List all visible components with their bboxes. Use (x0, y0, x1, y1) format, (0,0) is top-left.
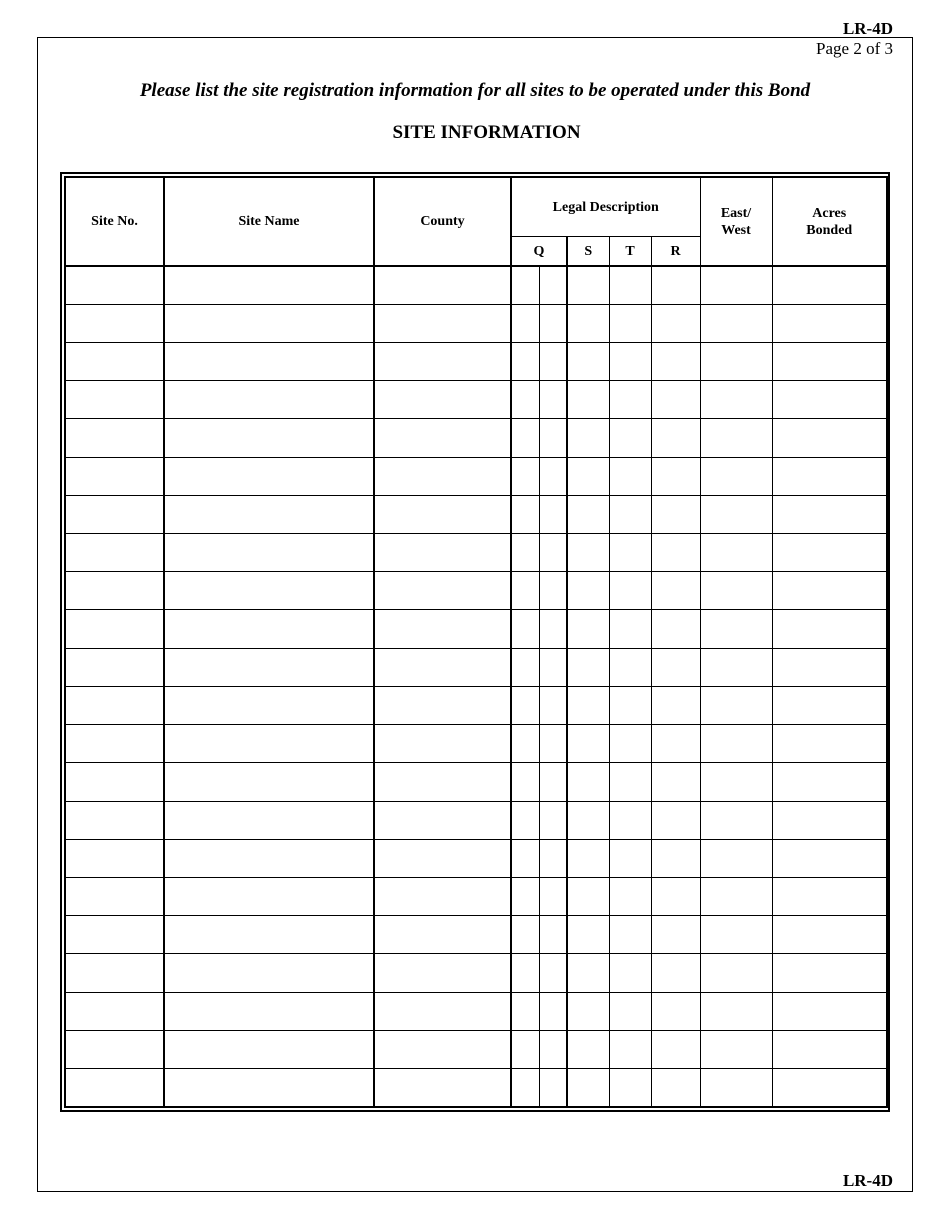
q2-cell[interactable] (539, 342, 567, 380)
acres-cell[interactable] (772, 419, 887, 457)
site-no-cell[interactable] (65, 419, 164, 457)
table-row (65, 381, 887, 419)
s-cell[interactable] (567, 419, 609, 457)
acres-cell[interactable] (772, 801, 887, 839)
q1-cell[interactable] (511, 763, 539, 801)
q2-cell[interactable] (539, 916, 567, 954)
acres-cell[interactable] (772, 763, 887, 801)
acres-cell[interactable] (772, 495, 887, 533)
east-west-cell[interactable] (700, 725, 772, 763)
east-west-cell[interactable] (700, 342, 772, 380)
county-cell[interactable] (374, 763, 511, 801)
acres-cell[interactable] (772, 992, 887, 1030)
site-name-cell[interactable] (164, 725, 374, 763)
east-west-cell[interactable] (700, 266, 772, 304)
q1-cell[interactable] (511, 419, 539, 457)
site-no-cell[interactable] (65, 304, 164, 342)
q2-cell[interactable] (539, 381, 567, 419)
county-cell[interactable] (374, 381, 511, 419)
site-name-cell[interactable] (164, 916, 374, 954)
s-cell[interactable] (567, 495, 609, 533)
acres-cell[interactable] (772, 648, 887, 686)
q1-cell[interactable] (511, 648, 539, 686)
q2-cell[interactable] (539, 610, 567, 648)
county-cell[interactable] (374, 916, 511, 954)
header-r: R (651, 237, 700, 267)
header-t: T (609, 237, 651, 267)
acres-cell[interactable] (772, 839, 887, 877)
site-name-cell[interactable] (164, 610, 374, 648)
site-no-cell[interactable] (65, 610, 164, 648)
q2-cell[interactable] (539, 648, 567, 686)
acres-cell[interactable] (772, 1030, 887, 1068)
site-rows (65, 266, 887, 1107)
site-no-cell[interactable] (65, 266, 164, 304)
site-name-cell[interactable] (164, 801, 374, 839)
county-cell[interactable] (374, 342, 511, 380)
header-site-no: Site No. (65, 177, 164, 266)
q1-cell[interactable] (511, 992, 539, 1030)
site-no-cell[interactable] (65, 381, 164, 419)
site-no-cell[interactable] (65, 916, 164, 954)
county-cell[interactable] (374, 954, 511, 992)
site-name-cell[interactable] (164, 954, 374, 992)
site-no-cell[interactable] (65, 572, 164, 610)
r-cell[interactable] (651, 304, 700, 342)
t-cell[interactable] (609, 839, 651, 877)
s-cell[interactable] (567, 992, 609, 1030)
r-cell[interactable] (651, 1030, 700, 1068)
s-cell[interactable] (567, 686, 609, 724)
q2-cell[interactable] (539, 839, 567, 877)
site-name-cell[interactable] (164, 457, 374, 495)
table-row (65, 419, 887, 457)
q2-cell[interactable] (539, 1069, 567, 1107)
q2-cell[interactable] (539, 495, 567, 533)
east-west-cell[interactable] (700, 381, 772, 419)
table-row (65, 342, 887, 380)
table-row (65, 304, 887, 342)
site-name-cell[interactable] (164, 381, 374, 419)
acres-cell[interactable] (772, 381, 887, 419)
site-no-cell[interactable] (65, 534, 164, 572)
site-name-cell[interactable] (164, 1030, 374, 1068)
form-code-top: LR-4D (842, 19, 893, 38)
county-cell[interactable] (374, 801, 511, 839)
q2-cell[interactable] (539, 992, 567, 1030)
q2-cell[interactable] (539, 266, 567, 304)
site-no-cell[interactable] (65, 457, 164, 495)
q1-cell[interactable] (511, 954, 539, 992)
east-west-cell[interactable] (700, 878, 772, 916)
county-cell[interactable] (374, 457, 511, 495)
t-cell[interactable] (609, 457, 651, 495)
county-cell[interactable] (374, 304, 511, 342)
t-cell[interactable] (609, 266, 651, 304)
q1-cell[interactable] (511, 1069, 539, 1107)
county-cell[interactable] (374, 725, 511, 763)
t-cell[interactable] (609, 534, 651, 572)
r-cell[interactable] (651, 916, 700, 954)
acres-cell[interactable] (772, 457, 887, 495)
county-cell[interactable] (374, 534, 511, 572)
table-row (65, 686, 887, 724)
t-cell[interactable] (609, 419, 651, 457)
east-west-cell[interactable] (700, 610, 772, 648)
site-name-cell[interactable] (164, 342, 374, 380)
s-cell[interactable] (567, 916, 609, 954)
table-row (65, 954, 887, 992)
site-name-cell[interactable] (164, 763, 374, 801)
acres-cell[interactable] (772, 266, 887, 304)
q1-cell[interactable] (511, 916, 539, 954)
site-no-cell[interactable] (65, 1069, 164, 1107)
acres-cell[interactable] (772, 686, 887, 724)
header-east-west-line1: East/ (720, 205, 752, 221)
s-cell[interactable] (567, 1030, 609, 1068)
site-name-cell[interactable] (164, 686, 374, 724)
site-no-cell[interactable] (65, 725, 164, 763)
table-row (65, 1069, 887, 1107)
r-cell[interactable] (651, 763, 700, 801)
site-no-cell[interactable] (65, 992, 164, 1030)
t-cell[interactable] (609, 725, 651, 763)
table-row (65, 610, 887, 648)
s-cell[interactable] (567, 381, 609, 419)
q2-cell[interactable] (539, 1030, 567, 1068)
r-cell[interactable] (651, 534, 700, 572)
east-west-cell[interactable] (700, 648, 772, 686)
site-information-table (64, 176, 888, 1108)
acres-cell[interactable] (772, 1069, 887, 1107)
s-cell[interactable] (567, 266, 609, 304)
county-cell[interactable] (374, 992, 511, 1030)
table-row (65, 725, 887, 763)
site-name-cell[interactable] (164, 648, 374, 686)
site-name-cell[interactable] (164, 992, 374, 1030)
r-cell[interactable] (651, 954, 700, 992)
s-cell[interactable] (567, 725, 609, 763)
t-cell[interactable] (609, 342, 651, 380)
county-cell[interactable] (374, 1069, 511, 1107)
t-cell[interactable] (609, 992, 651, 1030)
q1-cell[interactable] (511, 801, 539, 839)
county-cell[interactable] (374, 839, 511, 877)
site-name-cell[interactable] (164, 878, 374, 916)
east-west-cell[interactable] (700, 534, 772, 572)
acres-cell[interactable] (772, 572, 887, 610)
east-west-cell[interactable] (700, 992, 772, 1030)
q1-cell[interactable] (511, 304, 539, 342)
s-cell[interactable] (567, 839, 609, 877)
q1-cell[interactable] (511, 725, 539, 763)
header-legal-description: Legal Description (511, 177, 700, 237)
site-name-cell[interactable] (164, 266, 374, 304)
q2-cell[interactable] (539, 572, 567, 610)
s-cell[interactable] (567, 878, 609, 916)
header-east-west (700, 177, 772, 266)
q2-cell[interactable] (539, 419, 567, 457)
county-cell[interactable] (374, 878, 511, 916)
table-row (65, 495, 887, 533)
r-cell[interactable] (651, 725, 700, 763)
r-cell[interactable] (651, 1069, 700, 1107)
county-cell[interactable] (374, 419, 511, 457)
table-row (65, 266, 887, 304)
r-cell[interactable] (651, 457, 700, 495)
q2-cell[interactable] (539, 801, 567, 839)
table-row (65, 572, 887, 610)
site-no-cell[interactable] (65, 342, 164, 380)
s-cell[interactable] (567, 304, 609, 342)
county-cell[interactable] (374, 495, 511, 533)
q1-cell[interactable] (511, 495, 539, 533)
q1-cell[interactable] (511, 534, 539, 572)
header-acres-bonded (772, 177, 887, 266)
s-cell[interactable] (567, 801, 609, 839)
county-cell[interactable] (374, 648, 511, 686)
header-site-name: Site Name (164, 177, 374, 266)
q2-cell[interactable] (539, 534, 567, 572)
t-cell[interactable] (609, 648, 651, 686)
site-name-cell[interactable] (164, 572, 374, 610)
q2-cell[interactable] (539, 686, 567, 724)
r-cell[interactable] (651, 495, 700, 533)
site-no-cell[interactable] (65, 878, 164, 916)
t-cell[interactable] (609, 381, 651, 419)
county-cell[interactable] (374, 266, 511, 304)
site-name-cell[interactable] (164, 534, 374, 572)
acres-cell[interactable] (772, 878, 887, 916)
r-cell[interactable] (651, 266, 700, 304)
r-cell[interactable] (651, 610, 700, 648)
county-cell[interactable] (374, 572, 511, 610)
site-no-cell[interactable] (65, 954, 164, 992)
east-west-cell[interactable] (700, 304, 772, 342)
s-cell[interactable] (567, 534, 609, 572)
site-no-cell[interactable] (65, 839, 164, 877)
s-cell[interactable] (567, 342, 609, 380)
site-name-cell[interactable] (164, 1069, 374, 1107)
east-west-cell[interactable] (700, 954, 772, 992)
east-west-cell[interactable] (700, 839, 772, 877)
t-cell[interactable] (609, 1069, 651, 1107)
site-no-cell[interactable] (65, 763, 164, 801)
q1-cell[interactable] (511, 266, 539, 304)
table-row (65, 1030, 887, 1068)
header-east-west-line2: West (721, 222, 751, 238)
s-cell[interactable] (567, 954, 609, 992)
site-no-cell[interactable] (65, 648, 164, 686)
q1-cell[interactable] (511, 1030, 539, 1068)
acres-cell[interactable] (772, 954, 887, 992)
header-s: S (567, 237, 609, 267)
table-row (65, 801, 887, 839)
r-cell[interactable] (651, 992, 700, 1030)
q1-cell[interactable] (511, 610, 539, 648)
s-cell[interactable] (567, 610, 609, 648)
acres-cell[interactable] (772, 610, 887, 648)
t-cell[interactable] (609, 763, 651, 801)
t-cell[interactable] (609, 686, 651, 724)
q1-cell[interactable] (511, 381, 539, 419)
q1-cell[interactable] (511, 342, 539, 380)
r-cell[interactable] (651, 572, 700, 610)
r-cell[interactable] (651, 648, 700, 686)
q2-cell[interactable] (539, 878, 567, 916)
county-cell[interactable] (374, 686, 511, 724)
s-cell[interactable] (567, 572, 609, 610)
t-cell[interactable] (609, 954, 651, 992)
east-west-cell[interactable] (700, 686, 772, 724)
east-west-cell[interactable] (700, 572, 772, 610)
q1-cell[interactable] (511, 686, 539, 724)
t-cell[interactable] (609, 495, 651, 533)
site-name-cell[interactable] (164, 304, 374, 342)
t-cell[interactable] (609, 572, 651, 610)
site-no-cell[interactable] (65, 801, 164, 839)
q1-cell[interactable] (511, 457, 539, 495)
q2-cell[interactable] (539, 304, 567, 342)
table-row (65, 878, 887, 916)
east-west-cell[interactable] (700, 1069, 772, 1107)
header-county: County (374, 177, 511, 266)
table-row (65, 534, 887, 572)
site-name-cell[interactable] (164, 839, 374, 877)
table-row (65, 992, 887, 1030)
instruction-text: Please list the site registration information for all sites to be operated under this Bond (139, 80, 811, 101)
t-cell[interactable] (609, 304, 651, 342)
header-acres-line2: Bonded (806, 222, 853, 238)
r-cell[interactable] (651, 839, 700, 877)
acres-cell[interactable] (772, 725, 887, 763)
east-west-cell[interactable] (700, 763, 772, 801)
t-cell[interactable] (609, 801, 651, 839)
r-cell[interactable] (651, 686, 700, 724)
acres-cell[interactable] (772, 342, 887, 380)
s-cell[interactable] (567, 457, 609, 495)
r-cell[interactable] (651, 419, 700, 457)
section-title: SITE INFORMATION (392, 122, 581, 143)
q1-cell[interactable] (511, 572, 539, 610)
t-cell[interactable] (609, 878, 651, 916)
s-cell[interactable] (567, 763, 609, 801)
r-cell[interactable] (651, 801, 700, 839)
east-west-cell[interactable] (700, 419, 772, 457)
county-cell[interactable] (374, 610, 511, 648)
table-row (65, 763, 887, 801)
acres-cell[interactable] (772, 534, 887, 572)
acres-cell[interactable] (772, 916, 887, 954)
t-cell[interactable] (609, 1030, 651, 1068)
site-no-cell[interactable] (65, 686, 164, 724)
q2-cell[interactable] (539, 725, 567, 763)
t-cell[interactable] (609, 610, 651, 648)
table-row (65, 839, 887, 877)
header-q: Q (511, 237, 567, 267)
east-west-cell[interactable] (700, 457, 772, 495)
east-west-cell[interactable] (700, 1030, 772, 1068)
acres-cell[interactable] (772, 304, 887, 342)
east-west-cell[interactable] (700, 801, 772, 839)
q2-cell[interactable] (539, 763, 567, 801)
site-name-cell[interactable] (164, 419, 374, 457)
east-west-cell[interactable] (700, 916, 772, 954)
county-cell[interactable] (374, 1030, 511, 1068)
r-cell[interactable] (651, 342, 700, 380)
s-cell[interactable] (567, 1069, 609, 1107)
table-row (65, 457, 887, 495)
q1-cell[interactable] (511, 839, 539, 877)
q2-cell[interactable] (539, 954, 567, 992)
header-acres-line1: Acres (812, 205, 847, 221)
q1-cell[interactable] (511, 878, 539, 916)
page-number: Page 2 of 3 (816, 39, 893, 58)
table-row (65, 916, 887, 954)
q2-cell[interactable] (539, 457, 567, 495)
east-west-cell[interactable] (700, 495, 772, 533)
site-name-cell[interactable] (164, 495, 374, 533)
site-no-cell[interactable] (65, 495, 164, 533)
r-cell[interactable] (651, 878, 700, 916)
s-cell[interactable] (567, 648, 609, 686)
site-no-cell[interactable] (65, 1030, 164, 1068)
form-code-bottom: LR-4D (842, 1171, 893, 1190)
r-cell[interactable] (651, 381, 700, 419)
table-row (65, 648, 887, 686)
t-cell[interactable] (609, 916, 651, 954)
